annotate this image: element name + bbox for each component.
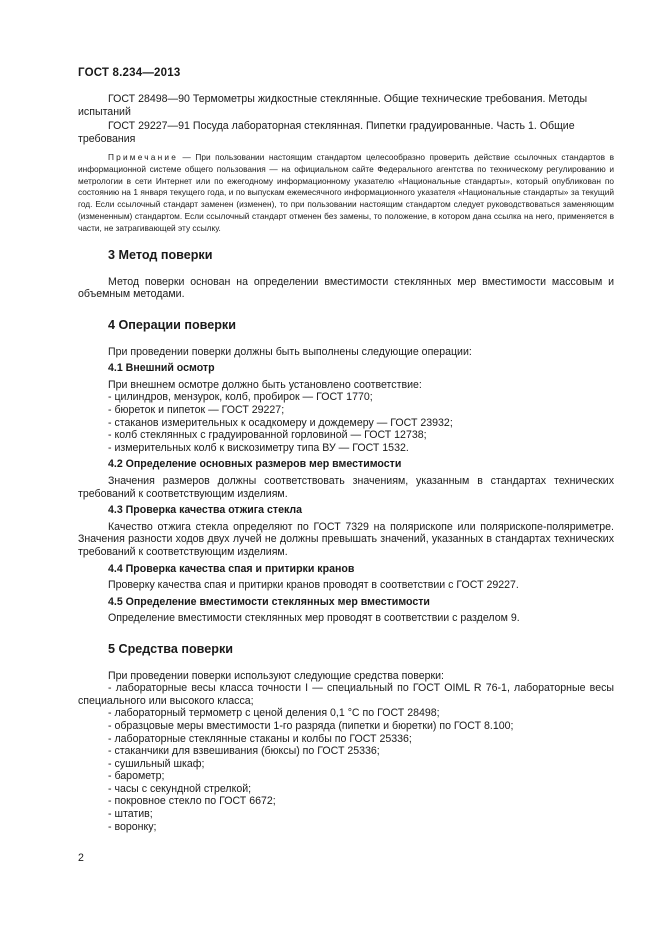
list-item: - лабораторный термометр с ценой деления 0,1 °С по ГОСТ 28498; <box>108 707 440 720</box>
subsection-4-1-list <box>78 391 614 454</box>
document-header: ГОСТ 8.234—2013 <box>78 67 181 79</box>
subsection-4-4-heading: 4.4 Проверка качества спая и притирки кранов <box>108 562 355 575</box>
list-item: - стаканчики для взвешивания (бюксы) по ГОСТ 25336; <box>108 745 380 758</box>
list-item: - цилиндров, мензурок, колб, пробирок — ГОСТ 1770; <box>108 391 373 404</box>
subsection-4-4-text: Проверку качества спая и притирки кранов проводят в соответствии с ГОСТ 29227. <box>108 579 519 592</box>
subsection-4-2-heading: 4.2 Определение основных размеров мер вместимости <box>108 458 402 471</box>
list-item: - лабораторные стеклянные стаканы и колбы по ГОСТ 25336; <box>108 732 412 745</box>
section-5-heading: 5 Средства поверки <box>108 641 233 656</box>
subsection-4-5-heading: 4.5 Определение вместимости стеклянных мер вместимости <box>108 595 430 608</box>
section-3-heading: 3 Метод поверки <box>108 248 213 263</box>
section-4-heading: 4 Операции поверки <box>108 318 236 333</box>
subsection-4-1-intro: При внешнем осмотре должно быть установлено соответствие: <box>108 378 422 391</box>
list-item: - воронку; <box>108 820 157 833</box>
reference-item: ГОСТ 29227—91 Посуда лабораторная стеклянная. Пипетки градуированные. Часть 1. Общие требования <box>78 120 575 145</box>
section-5-intro: При проведении поверки используют следующие средства поверки: <box>108 669 444 682</box>
note-lead: Примечание <box>108 152 179 163</box>
list-item: - образцовые меры вместимости 1-го разряда (пипетки и бюретки) по ГОСТ 8.100; <box>108 719 514 732</box>
list-item: - измерительных колб к вискозиметру типа ВУ — ГОСТ 1532. <box>108 441 409 454</box>
list-item: - барометр; <box>108 770 165 783</box>
list-item: - штатив; <box>108 808 153 821</box>
subsection-4-3-text: Качество отжига стекла определяют по ГОСТ 7329 на полярископе или полярископе-поляриметре. Значения разности ходов двух лучей не должны превышать значений, указанных в стандартах технических требований к соответствующим изделиям. <box>78 520 614 558</box>
subsection-4-2-text: Значения размеров должны соответствовать значениям, указанным в стандартах технических требований к соответствующим изделиям. <box>78 475 614 500</box>
section-3-text: Метод поверки основан на определении вместимости стеклянных мер вместимости массовым и объемным методами. <box>78 275 614 301</box>
list-item: - лабораторные весы класса точности I — специальный по ГОСТ OIML R 76-1, лабораторные весы специального или высокого класса; <box>78 682 614 707</box>
list-item: - сушильный шкаф; <box>108 757 205 770</box>
page-number: 2 <box>78 852 84 864</box>
list-item: - часы с секундной стрелкой; <box>108 782 252 795</box>
note-text: — При пользовании настоящим стандартом целесообразно проверить действие ссылочных стандартов в информационной системе общего пользования — на официальном сайте Федерального агентства по техническому регулированию и метрологии в сети Интернет или по ежегодному информационному указателю «Национальные стандарты», который опубликован по состоянию на 1 января текущего года, и по выпускам ежемесячного информационного указателя «Национальные стандарты» за текущий год. Если ссылочный стандарт заменен (изменен), то при пользовании настоящим стандартом следует руководствоваться заменяющим (измененным) стандартом. Если ссылочный стандарт отменен без замены, то положение, в котором дана ссылка на него, применяется в части, не затрагивающей эту ссылку. <box>78 152 614 233</box>
note-paragraph <box>78 152 614 234</box>
document-body <box>78 93 614 833</box>
reference-item: ГОСТ 28498—90 Термометры жидкостные стеклянные. Общие технические требования. Методы испытаний <box>78 93 588 118</box>
list-item: - колб стеклянных с градуированной горловиной — ГОСТ 12738; <box>108 429 427 442</box>
list-item: - покровное стекло по ГОСТ 6672; <box>108 795 276 808</box>
subsection-4-5-text: Определение вместимости стеклянных мер проводят в соответствии с разделом 9. <box>108 612 520 625</box>
list-item: - бюреток и пипеток — ГОСТ 29227; <box>108 404 285 417</box>
section-4-intro: При проведении поверки должны быть выполнены следующие операции: <box>108 345 472 358</box>
subsection-4-1-heading: 4.1 Внешний осмотр <box>108 362 215 375</box>
section-5-list <box>78 682 614 833</box>
subsection-4-3-heading: 4.3 Проверка качества отжига стекла <box>108 504 303 517</box>
list-item: - стаканов измерительных к осадкомеру и дождемеру — ГОСТ 23932; <box>108 416 453 429</box>
